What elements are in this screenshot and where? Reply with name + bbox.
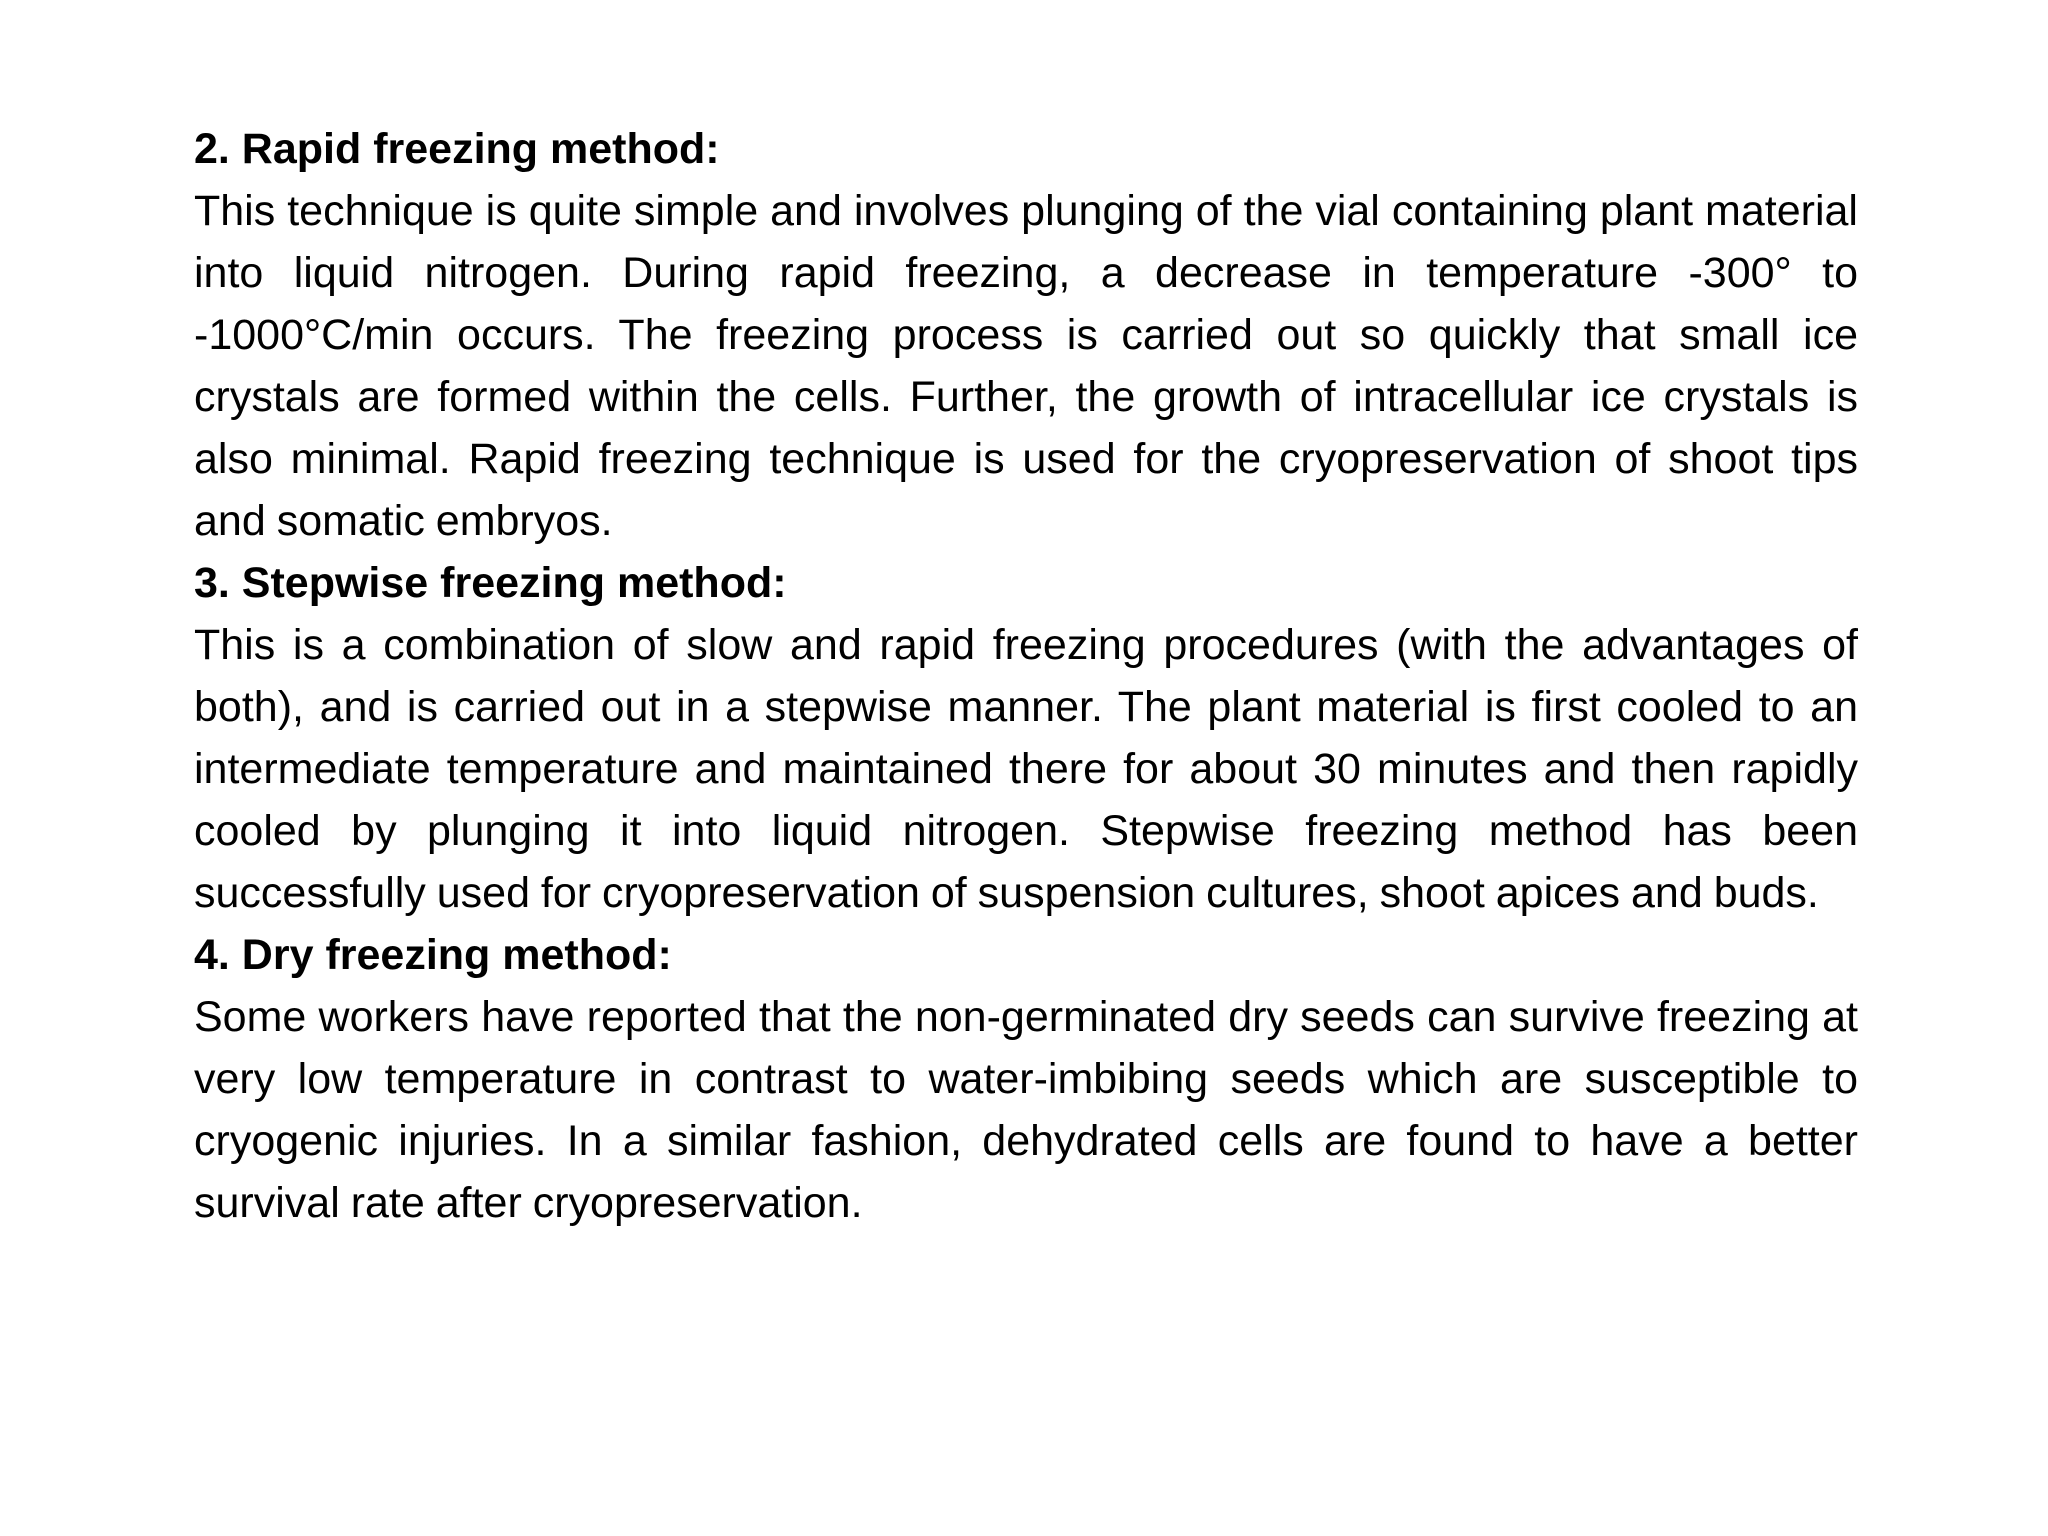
section-title-stepwise-freezing: 3. Stepwise freezing method: — [194, 559, 787, 607]
slide-content — [194, 118, 1858, 1234]
section-body-dry-freezing: Some workers have reported that the non-germinated dry seeds can survive freezing at very low temperature in contrast to water-imbibing seeds which are susceptible to cryogenic injuries. In a similar fashion, dehydrated cells are found to have a better survival rate after cryopreservation. — [194, 993, 1858, 1227]
section-title-dry-freezing: 4. Dry freezing method: — [194, 931, 672, 979]
section-body-stepwise-freezing: This is a combination of slow and rapid freezing procedures (with the advantages of both), and is carried out in a stepwise manner. The plant material is first cooled to an intermediate temperature and maintained there for about 30 minutes and then rapidly cooled by plunging it into liquid nitrogen. Stepwise freezing method has been successfully used for cryopreservation of suspension cultures, shoot apices and buds. — [194, 621, 1858, 917]
section-body-rapid-freezing: This technique is quite simple and involves plunging of the vial containing plant material into liquid nitrogen. During rapid freezing, a decrease in temperature -300° to -1000°C/min occurs. The freezing process is carried out so quickly that small ice crystals are formed within the cells. Further, the growth of intracellular ice crystals is also minimal. Rapid freezing technique is used for the cryopreservation of shoot tips and somatic embryos. — [194, 187, 1858, 545]
section-title-rapid-freezing: 2. Rapid freezing method: — [194, 125, 720, 173]
